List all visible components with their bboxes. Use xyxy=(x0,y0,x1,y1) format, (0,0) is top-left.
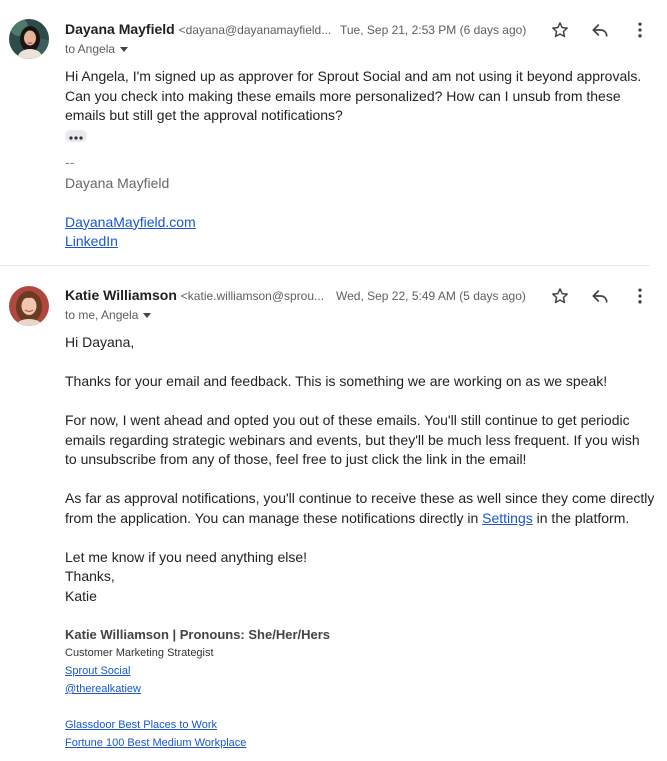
paragraph-text: As far as approval notifications, you'll continue to receive these as well since they come directly from the application. You can manage these notifications directly in xyxy=(65,490,655,526)
website-link[interactable]: DayanaMayfield.com xyxy=(65,213,196,230)
reply-icon xyxy=(590,286,610,306)
reply-button[interactable] xyxy=(588,18,612,42)
award-link-glassdoor[interactable]: Glassdoor Best Places to Work xyxy=(65,719,218,731)
signature-name: Dayana Mayfield xyxy=(65,174,170,191)
email-message-2 xyxy=(0,266,667,761)
more-vert-icon xyxy=(630,20,650,40)
star-button[interactable] xyxy=(548,18,572,42)
sender-email: <dayana@dayanamayfield... xyxy=(178,23,332,37)
message-body xyxy=(65,67,655,252)
closing-line: Let me know if you need anything else! xyxy=(65,548,308,565)
sender-name[interactable]: Katie Williamson xyxy=(65,287,177,303)
linkedin-link[interactable]: LinkedIn xyxy=(65,233,118,249)
message-date: Tue, Sep 21, 2:53 PM (6 days ago) xyxy=(340,23,527,37)
settings-link[interactable]: Settings xyxy=(482,509,533,526)
show-trimmed-content-button[interactable] xyxy=(65,130,87,142)
recipients-label: to me, Angela xyxy=(65,308,139,322)
caret-down-icon xyxy=(142,310,152,320)
body-paragraph: Thanks for your email and feedback. This is something we are working on as we speak! xyxy=(65,373,608,389)
recipients-toggle[interactable] xyxy=(65,41,129,57)
spacer xyxy=(65,698,655,716)
sender-line xyxy=(65,20,331,39)
message-date: Wed, Sep 22, 5:49 AM (5 days ago) xyxy=(336,289,526,303)
body-paragraph xyxy=(65,489,655,528)
paragraph-text: in the platform. xyxy=(532,509,630,526)
reply-button[interactable] xyxy=(588,284,612,308)
greeting: Hi Dayana, xyxy=(65,334,135,350)
email-message-1 xyxy=(0,0,667,265)
star-button[interactable] xyxy=(548,284,572,308)
recipients-toggle[interactable] xyxy=(65,307,152,323)
more-options-button[interactable] xyxy=(628,18,652,42)
signature-title: Customer Marketing Strategist xyxy=(65,647,214,659)
message-body xyxy=(65,333,655,752)
spacer xyxy=(65,193,655,213)
closing-line: Katie xyxy=(65,587,97,604)
avatar-katie-image xyxy=(9,286,49,326)
avatar[interactable] xyxy=(9,19,49,59)
show-trimmed-content-row xyxy=(65,126,655,148)
star-icon xyxy=(550,20,570,40)
avatar-dayana-image xyxy=(9,19,49,59)
more-vert-icon xyxy=(630,286,650,306)
body-paragraph: Hi Angela, I'm signed up as approver for Sprout Social and am not using it beyond approvals. Can you check into making these emails more personalized? How can I unsub from these emails but still get the approval notifications? xyxy=(65,68,642,123)
social-handle-link[interactable]: @therealkatiew xyxy=(65,683,141,695)
more-options-button[interactable] xyxy=(628,284,652,308)
caret-down-icon xyxy=(119,44,129,54)
signature-separator: -- xyxy=(65,153,75,170)
recipients-label: to Angela xyxy=(65,42,116,56)
signature-block xyxy=(65,625,655,752)
closing-line: Thanks, xyxy=(65,568,115,584)
avatar[interactable] xyxy=(9,286,49,326)
sender-email: <katie.williamson@sprou... xyxy=(180,289,325,303)
sender-line xyxy=(65,286,324,305)
signature-name: Katie Williamson | Pronouns: She/Her/Hers xyxy=(65,627,331,642)
sender-name[interactable]: Dayana Mayfield xyxy=(65,21,175,37)
spacer xyxy=(65,528,655,548)
body-paragraph: For now, I went ahead and opted you out of these emails. You'll still continue to get periodic emails regarding strategic webinars and events, but they'll be much less frequent. If you wish to unsubscribe from any of those, feel free to just click the link in the email! xyxy=(65,412,640,467)
reply-icon xyxy=(590,20,610,40)
star-icon xyxy=(550,286,570,306)
spacer xyxy=(65,392,655,412)
ellipsis-icon xyxy=(65,132,87,144)
company-link[interactable]: Sprout Social xyxy=(65,665,131,677)
award-link-fortune[interactable]: Fortune 100 Best Medium Workplace xyxy=(65,737,247,749)
spacer xyxy=(65,470,655,490)
spacer xyxy=(65,353,655,373)
